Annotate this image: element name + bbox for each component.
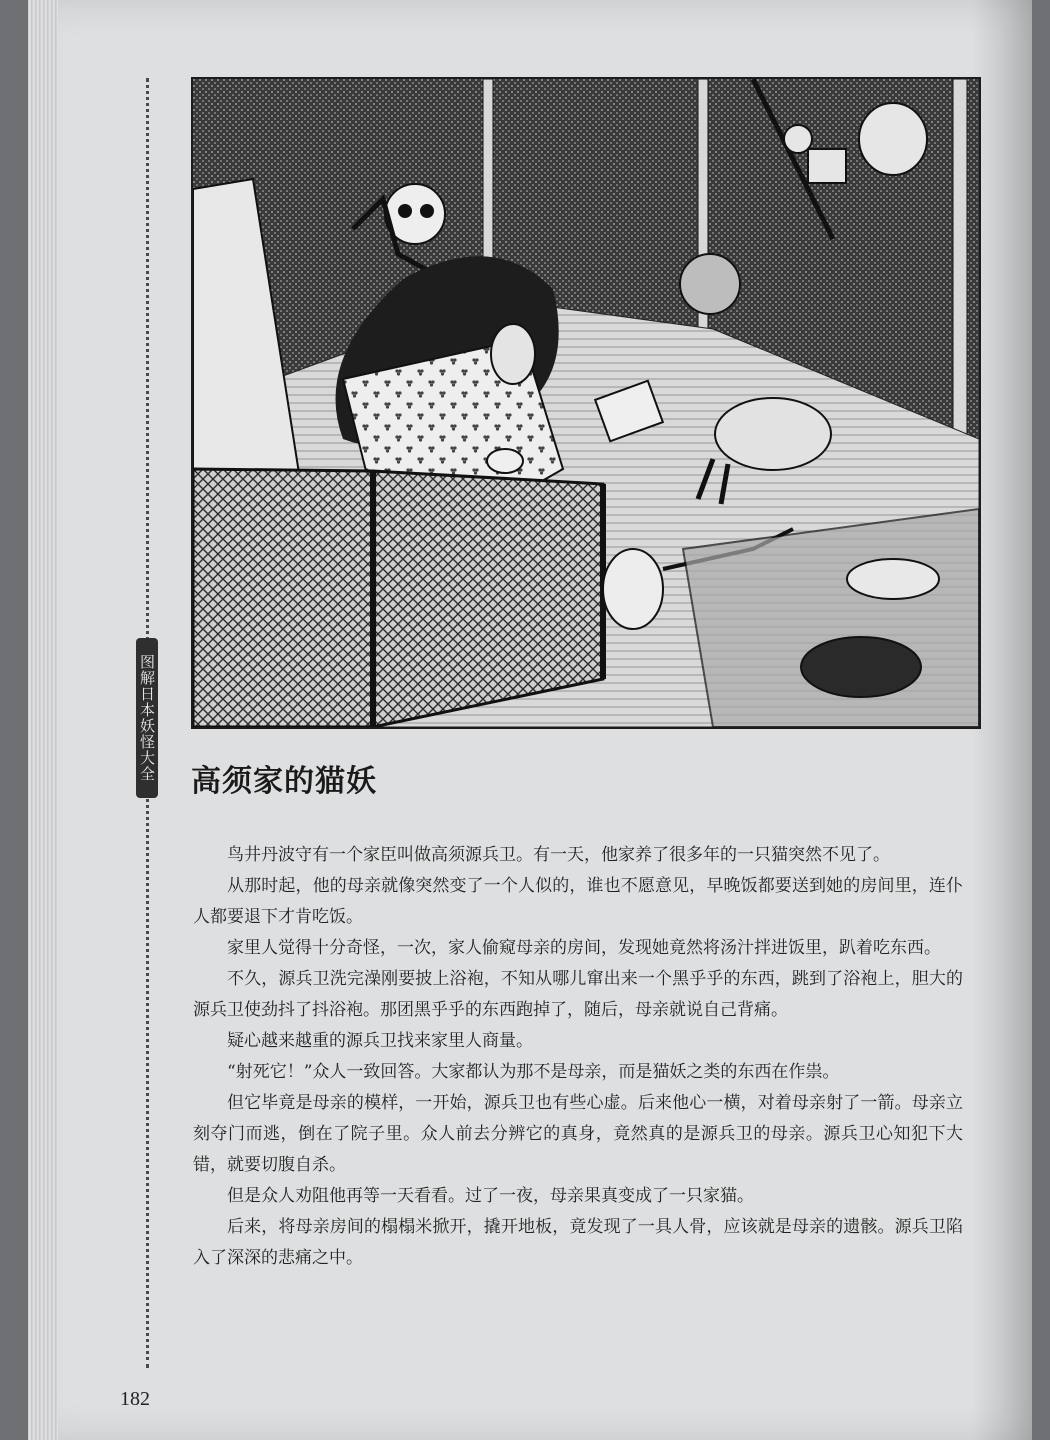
book-title-tab: [136, 638, 158, 798]
paragraph: 疑心越来越重的源兵卫找来家里人商量。: [227, 1031, 533, 1051]
paragraph: 鸟井丹波守有一个家臣叫做高须源兵卫。有一天，他家养了很多年的一只猫突然不见了。: [227, 845, 890, 865]
book-title-tab-label: 图解日本妖怪大全: [138, 654, 156, 782]
paragraph: 家里人觉得十分奇怪，一次，家人偷窥母亲的房间，发现她竟然将汤汁拌进饭里，趴着吃东西。: [227, 938, 941, 958]
cat-monster-illustration: [191, 77, 981, 729]
article-title: 高须家的猫妖: [191, 764, 377, 799]
paragraph: “射死它！”众人一致回答。大家都认为那不是母亲，而是猫妖之类的东西在作祟。: [227, 1062, 840, 1082]
page-edge: [28, 0, 58, 1440]
paragraph: 从那时起，他的母亲就像突然变了一个人似的，谁也不愿意见，早晚饭都要送到她的房间里，连仆人都要退下才肯吃饭。: [193, 876, 963, 927]
paragraph: 但是众人劝阻他再等一天看看。过了一夜，母亲果真变成了一只家猫。: [227, 1186, 754, 1206]
paragraph: 不久，源兵卫洗完澡刚要披上浴袍，不知从哪儿窜出来一个黑乎乎的东西，跳到了浴袍上，胆大的源兵卫使劲抖了抖浴袍。那团黑乎乎的东西跑掉了，随后，母亲就说自己背痛。: [193, 969, 963, 1020]
illustration-drawing: [193, 79, 979, 727]
page-number: 182: [120, 1388, 150, 1410]
page-shadow: [972, 0, 1032, 1440]
article-body: [193, 840, 963, 1274]
paragraph: 但它毕竟是母亲的模样，一开始，源兵卫也有些心虚。后来他心一横，对着母亲射了一箭。母亲立刻夺门而逃，倒在了院子里。众人前去分辨它的真身，竟然真的是源兵卫的母亲。源兵卫心知犯下大错，就要切腹自杀。: [193, 1093, 963, 1175]
paragraph: 后来，将母亲房间的榻榻米掀开，撬开地板，竟发现了一具人骨，应该就是母亲的遗骸。源兵卫陷入了深深的悲痛之中。: [193, 1217, 963, 1268]
